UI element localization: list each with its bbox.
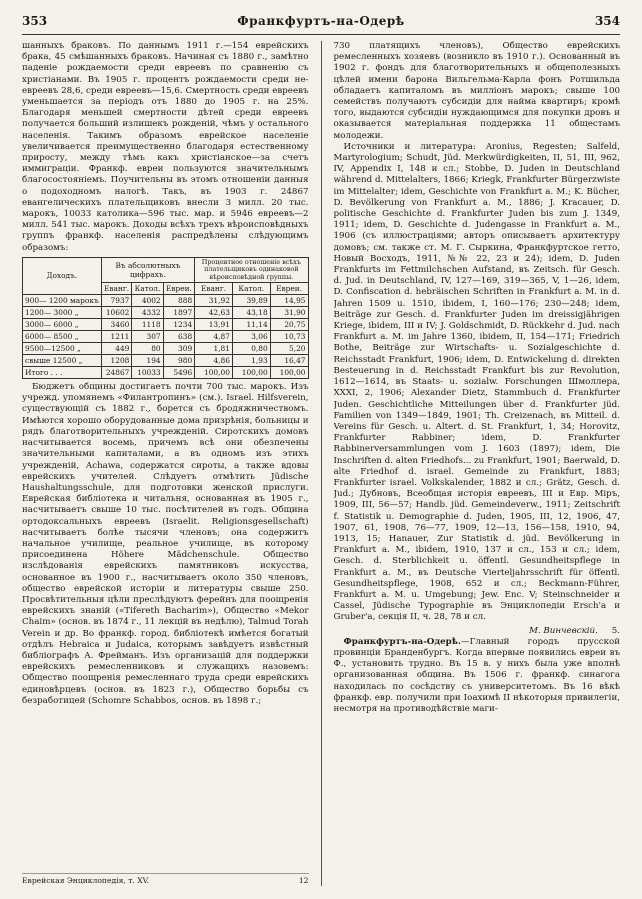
page-footer (22, 873, 309, 886)
cell-pct-evr: 14,95 (270, 295, 308, 307)
cell-pct-evr: 5,20 (270, 343, 308, 355)
cell-total-pct-kat: 100,00 (232, 367, 270, 379)
subheader-ev-1: Еванг. (101, 283, 132, 295)
author-signature: М. Винчевскій. (528, 625, 598, 636)
table-row (23, 331, 309, 343)
entry-text: —Главный городъ прусской провинціи Бранденбургъ. Когда впервые появились евреи въ Ф., установить трудно. Въ 15 в. у нихъ была уже вполнѣ организованная община. Въ 1506 г. франкф. синагога находилась по сосѣдству съ университетомъ. Въ 16 вѣкѣ франкф. евр. получили при Іоахимѣ II нѣкоторыя привилегіи, несмотря на противодѣйствіе маги- (333, 636, 621, 714)
subheader-evr-2: Евреи. (270, 283, 308, 295)
col-header-percent: Процентное отношеніе всѣхъ плательщиковъ одинаковой вѣроисповѣдной группы. (195, 257, 308, 282)
cell-abs-evr: 1897 (163, 307, 195, 319)
cell-abs-evr: 309 (163, 343, 195, 355)
table-header-row (23, 257, 309, 282)
table-row (23, 307, 309, 319)
column-divider (321, 41, 322, 886)
cell-pct-ev: 4,86 (195, 355, 233, 367)
left-paragraph-2: Бюджетъ общины достигаетъ почти 700 тыс. марокъ. Изъ учрежд. упомянемъ «Филантропинъ» (см.). Israel. Hilfsverein, существующій съ 1882 г., борется съ бродяжничествомъ. Имѣются хорошо оборудованные дома призрѣнія, больницы и рядъ благотворительныхъ учрежденій. Сиротскихъ домовъ насчитывается восемь, причемъ всѣ они обезпечены значительными капиталами, а въ одномъ изъ этихъ учрежденій, Achawa, содержатся сироты, а также вдовы еврейскихъ учителей. Слѣдуетъ отмѣтить Jüdische Haushaltungsschule, для подготовки женской прислуги. Еврейская библіотека и читальня, основанная въ 1905 г., насчитываетъ свыше 10 тыс. посѣтителей въ годъ. Община ортодоксальныхъ евреевъ (Israelit. Religionsgesellschaft) насчитываетъ болѣе тысячи членовъ; она содержитъ начальное училище, реальное училище, въ которому присоединена Höhere Mädchenschule. Общество изслѣдованія еврейскихъ памятниковъ искусства, основанное въ 1900 г., насчитываетъ около 350 членовъ, общество еврейской исторіи и литературы свыше 250. Просвѣтительныя цѣли преслѣдуютъ ферейнъ для поощренія еврейскихъ знаній («Tifereth Bacharim»), Общество «Mekor Chaim» (основ. въ 1874 г., 11 лекцій въ недѣлю), Talmud Torah Verein и др. Во франкф. город. библіотекѣ имѣется богатый отдѣлъ Hebraica и Judaica, которымъ завѣдуетъ извѣстный библіографъ А. Фрейманъ. Изъ организацій для поддержки еврейскихъ ремесленниковъ и служащихъ назовемъ: Общество поощренія ремесленнаго труда среди еврейскихъ единовѣрцевъ (основ. въ 1823 г.), Общество борьбы съ безработицей (Schomre Schabbos, основ. въ 1898 г.; (22, 382, 309, 706)
cell-abs-ev: 7937 (101, 295, 132, 307)
footer-volume: Еврейская Энциклопедія, т. XV. (22, 875, 150, 885)
table-row (23, 319, 309, 331)
income-table (22, 257, 309, 379)
cell-pct-kat: 11,14 (232, 319, 270, 331)
cell-income: 6000— 8500 „ (23, 331, 102, 343)
cell-pct-evr: 16,47 (270, 355, 308, 367)
footer-sheet-number: 12 (298, 875, 309, 885)
cell-abs-ev: 1208 (101, 355, 132, 367)
left-paragraph-1: шанныхъ браковъ. По даннымъ 1911 г.—154 еврейскихъ брака, 45 смѣшанныхъ браковъ. Начиная съ 1880 г., замѣтно паденіе рождаемости среди евреевъ по сравненію съ христіанами. Въ 1905 г. процентъ рождаемости среди не-евреевъ 28,6, среди евреевъ—15,6. Смертность среди евреевъ уменьшается за періодъ отъ 1880 до 1905 г. на 25%. Благодаря меньшей смертности дѣтей среди евреевъ получается больший излишекъ рожденій, чѣмъ у остального населенія. Такимъ образомъ еврейское населеніе увеличивается преимущественно благодаря естественному приросту, между тѣмъ какъ христіанское—за счетъ иммиграціи. Франкф. евреи пользуются значительнымъ благосостояніемъ. Поучительны въ этомъ отношеніи данныя о подоходномъ налогѣ. Такъ, въ 1903 г. 24867 евангелическихъ плательщиковъ внесли 3 милл. 20 тыс. марокъ, 10033 католика—596 тыс. мар. и 5946 евреевъ—2 милл. 541 тыс. марокъ. Доходы всѣхъ трехъ вѣроисповѣдныхъ группъ франкф. населенія распредѣлены слѣдующимъ образомъ: (22, 41, 309, 253)
cell-abs-evr: 1234 (163, 319, 195, 331)
cell-abs-kat: 4002 (132, 295, 163, 307)
cell-total-abs-evr: 5496 (163, 367, 195, 379)
subheader-kat-2: Катол. (232, 283, 270, 295)
cell-total-label: Итого . . . (23, 367, 102, 379)
cell-abs-evr: 638 (163, 331, 195, 343)
cell-abs-kat: 194 (132, 355, 163, 367)
section-number: 5. (611, 625, 621, 636)
cell-abs-evr: 980 (163, 355, 195, 367)
cell-total-pct-evr: 100,00 (270, 367, 308, 379)
cell-pct-kat: 1,93 (232, 355, 270, 367)
entry-headword: Франкфуртъ-на-Одерѣ. (343, 636, 461, 647)
right-column (334, 41, 621, 886)
cell-pct-kat: 39,89 (232, 295, 270, 307)
page-number-left: 353 (22, 14, 48, 28)
cell-pct-kat: 43,18 (232, 307, 270, 319)
sources-paragraph: Источники и литература: Aronius, Regesten; Salfeld, Martyrologium; Schudt, Jüd. Merkwürdigkeiten, II, 51, III, 962, IV, Appendix I, 148 и сл.; Stobbe, D. Juden in Deutschland während d. Mittelalters, 1866; Kriegk, Frankfurter Bürgerzwiste im Mittelalter; idem, Geschichte von Frankfurt a. M.; K. Bücher, D. Bevölkerung von Frankfurt a. M., 1886; J. Kracauer, D. politische Geschichte d. Frankfurter Juden bis zum J. 1349, 1911; idem, D. Geschichte d. Judengasse in Frankfurt a. M., 1906 (съ иллюстраціями; авторъ описываетъ архитектуру домовъ; см. также ст. М. Г. Сыркина, Франкфуртское гетто, Новый Восходъ, 1911, №№ 22, 23 и 24); idem, D. Juden Frankfurts im Fettmilchschen Aufstand, въ Zeitsch. für Gesch. d. Jud. in Deutschland, IV, 127—169, 319—365, V, 1—26, idem, D. Confiscation d. hebräischen Schriften in Frankfurt a. M. in d. Jahren 1509 u. 1510, ibidem, I, 160—176; 230—248; idem, Beiträge zur Gesch. d. Frankfurter Juden im dreissigjährigen Kriege, ibidem, III и IV; J. Goldschmidt, D. Rückkehr d. Jud. nach Frankfurt a. M. im Jahre 1360, ibidem, II, 154—171; Friedrich Bothe, Beiträge zur Wirtschafts- u. Sozialgeschichte d. Reichsstadt Frankfurt, 1906; idem, D. Entwickelung d. direkten Besteuerung in d. Reichsstadt Frankfurt bis zur Revolution, 1612—1614, въ Staats- u. sozialw. Forschungen Шмоллера, XXXI, 2, 1906; Alexander Dietz, Stammbuch d. Frankfurter Juden. Geschichtliche Mitteilungen über d. Frankfurter jüd. Familien von 1349—1849, 1901; Th. Creizenach, въ Mitteil. d. Vereins für Gesch. u. Altert. d. St. Frankfurt, 1, 34; Horovitz, Frankfurter Rabbiner; idem, D. Frankfurter Rabbinerversammlungen vom J. 1603 (1897); idem, Die Inschriften d. alten Friedhofs... zu Frankfurt, 1901; Baerwald, D. alte Friedhof d. israel. Gemeinde zu Frankfurt, 1883; Frankfurter israel. Volkskalender, 1882 и сл.; Grätz, Gesch. d. Jud.; Дубновъ, Всеобщая исторія евреевъ, III и Евр. Міръ, 1909, III, 56—57; Handb. jüd. Gemeindeverw., 1911; Zeitschrift f. Statistik u. Demographie d. Juden, 1905, III, 12, 1906, 47, 1907, 61, 1908, 76—77, 1909, 12—13, 156—158, 1910, 94, 1913, 15; Hanauer, Zur Statistik d. jüd. Bevölkerung in Frankfurt a. M., ibidem, 1910, 137 и сл., 153 и сл.; idem, Gesch. d. Sterblichkeit u. öffentl. Gesundheitspflege in Frankfurt a. M., въ Deutsche Vierteljahrsschrift für öffentl. Gesundheitspflege, 1908, 652 и сл.; Beckmann-Führer, Frankfurt a. M. u. Umgebung; Jew. Enc. V; Steinschneider и Cassel, Jüdische Typographie въ Энциклопедіи Ersch'а и Gruber'а, секція II, ч. 28, 78 и сл. (333, 141, 621, 623)
cell-abs-ev: 3460 (101, 319, 132, 331)
cell-pct-ev: 1,81 (195, 343, 233, 355)
cell-income: свыше 12500 „ (23, 355, 102, 367)
cell-total-pct-ev: 100,00 (195, 367, 233, 379)
cell-total-abs-kat: 10033 (132, 367, 163, 379)
running-title: Франкфуртъ-на-Одерѣ (237, 14, 405, 28)
cell-income: 900— 1200 марокъ (23, 295, 102, 307)
cell-income: 3000— 6000 „ (23, 319, 102, 331)
page-header (22, 14, 620, 32)
col-header-absolute: Въ абсолютныхъ цифрахъ. (101, 257, 194, 282)
cell-pct-kat: 3,06 (232, 331, 270, 343)
cell-abs-kat: 80 (132, 343, 163, 355)
cell-abs-kat: 1118 (132, 319, 163, 331)
table-total-row (23, 367, 309, 379)
left-column (22, 41, 309, 886)
table-row (23, 343, 309, 355)
cell-abs-ev: 449 (101, 343, 132, 355)
cell-income: 9500—12500 „ (23, 343, 102, 355)
cell-pct-ev: 4,87 (195, 331, 233, 343)
cell-abs-ev: 10602 (101, 307, 132, 319)
table-row (23, 355, 309, 367)
header-rule (22, 34, 620, 35)
page-number-right: 354 (594, 14, 620, 28)
cell-abs-ev: 1211 (101, 331, 132, 343)
subheader-evr-1: Евреи. (163, 283, 195, 295)
cell-pct-ev: 13,91 (195, 319, 233, 331)
cell-abs-evr: 888 (163, 295, 195, 307)
cell-pct-ev: 31,92 (195, 295, 233, 307)
cell-pct-ev: 42,63 (195, 307, 233, 319)
cell-income: 1200— 3000 „ (23, 307, 102, 319)
subheader-kat-1: Катол. (132, 283, 163, 295)
cell-abs-kat: 4332 (132, 307, 163, 319)
col-header-income: Доходъ. (23, 257, 102, 294)
cell-pct-evr: 20,75 (270, 319, 308, 331)
subheader-ev-2: Еванг. (195, 283, 233, 295)
cell-abs-kat: 307 (132, 331, 163, 343)
columns (22, 41, 620, 886)
right-paragraph-1: 730 платящихъ членовъ), Общество еврейскихъ ремесленныхъ хозяевъ (возникло въ 1910 г.). Основанный въ 1902 г. фондъ для благотворительныхъ и общеполезныхъ цѣлей имени барона Вильгельма-Карла фонъ Ротшильда обладаетъ капиталомъ въ милліонъ марокъ; свыше 100 семействъ получаютъ субсидіи для найма квартиръ; кромѣ того, выдаются субсидіи нуждающимся для покупки дровъ и оказывается матеріальная поддержка 11 общестамъ молодежи. (333, 41, 621, 141)
signature-line (334, 626, 621, 637)
cell-pct-evr: 10,73 (270, 331, 308, 343)
cell-pct-kat: 0,80 (232, 343, 270, 355)
table-row (23, 295, 309, 307)
entry-paragraph (334, 637, 621, 715)
cell-total-abs-ev: 24867 (101, 367, 132, 379)
cell-pct-evr: 31,90 (270, 307, 308, 319)
